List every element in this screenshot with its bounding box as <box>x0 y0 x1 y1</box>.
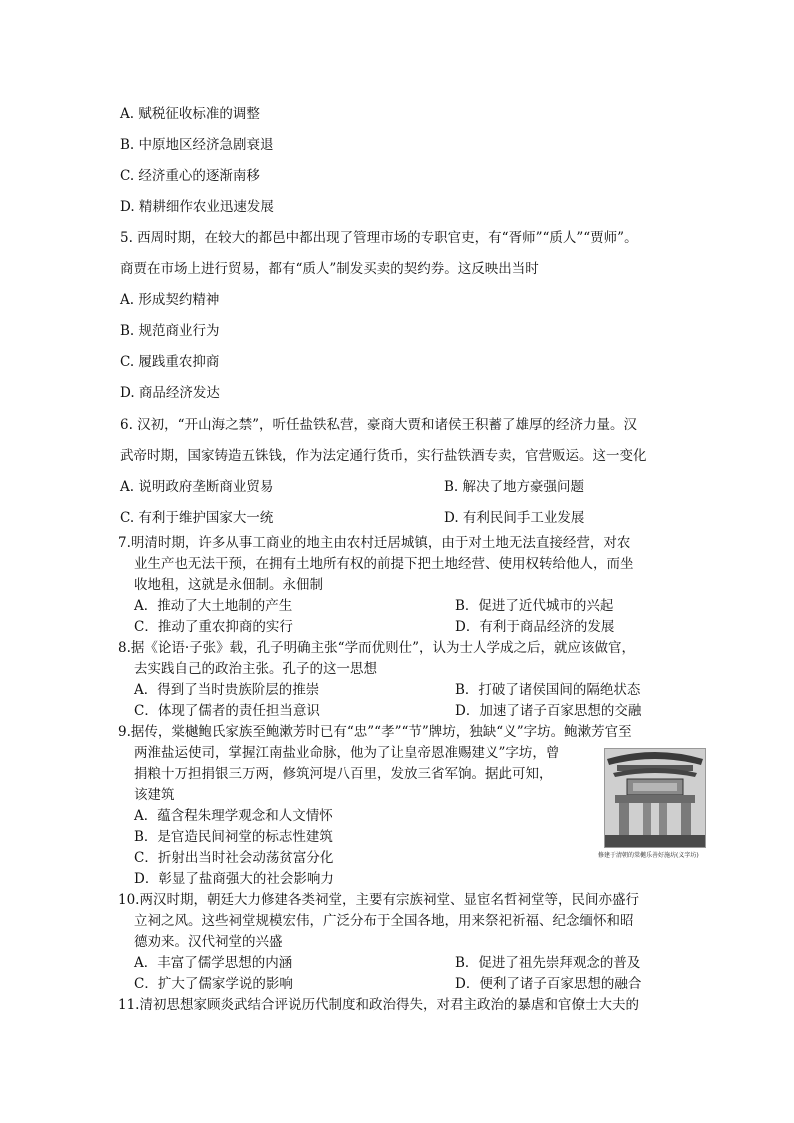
q8-stem-line1: 8.据《论语·子张》载，孔子明确主张“学而优则仕”，认为士人学成之后，就应该做官， <box>118 640 635 656</box>
q6-option-a: A. 说明政府垄断商业贸易 <box>120 479 274 495</box>
q9-stem-line3: 捐粮十万担捐银三万两，修筑河堤八百里，发放三省军饷。据此可知， <box>134 766 553 782</box>
q5-stem-line2: 商贾在市场上进行贸易，都有“质人”制发买卖的契约券。这反映出当时 <box>120 261 539 277</box>
q6-stem-line1: 6. 汉初，“开山海之禁”，听任盐铁私营，豪商大贾和诸侯王积蓄了雄厚的经济力量。汉 <box>120 417 637 433</box>
q4-option-b: B. 中原地区经济急剧衰退 <box>120 137 274 153</box>
q9-option-d: D．彰显了盐商强大的社会影响力 <box>134 871 334 887</box>
q9-stem-line4: 该建筑 <box>134 787 175 803</box>
q11-stem-line1: 11.清初思想家顾炎武结合评说历代制度和政治得失，对君主政治的暴虐和官僚士大夫的 <box>118 997 639 1013</box>
q7-option-d: D．有利于商品经济的发展 <box>455 619 615 635</box>
q4-option-c: C. 经济重心的逐渐南移 <box>120 168 260 184</box>
archway-illustration <box>605 749 705 847</box>
q8-option-c: C．体现了儒者的责任担当意识 <box>134 703 320 719</box>
q10-option-a: A．丰富了儒学思想的内涵 <box>134 955 293 971</box>
q9-stem-line1: 9.据传，棠樾鲍氏家族至鲍漱芳时已有“忠”“孝”“节”牌坊，独缺“义”字坊。鲍漱芳官至 <box>118 724 632 740</box>
q10-stem-line1: 10.两汉时期，朝廷大力修建各类祠堂，主要有宗族祠堂、显宦名哲祠堂等，民间亦盛行 <box>118 892 639 908</box>
archway-photo <box>604 748 706 848</box>
q4-option-a: A. 赋税征收标准的调整 <box>120 106 260 122</box>
q8-option-d: D．加速了诸子百家思想的交融 <box>455 703 642 719</box>
q9-option-b: B．是官造民间祠堂的标志性建筑 <box>134 829 333 845</box>
q7-stem-line3: 收地租，这就是永佃制。永佃制 <box>134 577 323 593</box>
q5-option-d: D. 商品经济发达 <box>120 385 220 401</box>
q7-stem-line2: 业生产也无法干预，在拥有土地所有权的前提下把土地经营、使用权转给他人，而坐 <box>134 556 634 572</box>
q7-stem-line1: 7.明清时期，许多从事工商业的地主由农村迁居城镇，由于对土地无法直接经营，对农 <box>118 535 631 551</box>
q9-stem-line2: 两淮盐运使司，掌握江南盐业命脉，他为了让皇帝恩准赐建义”字坊，曾 <box>134 745 560 761</box>
q10-option-c: C．扩大了儒家学说的影响 <box>134 976 293 992</box>
q6-stem-line2: 武帝时期，国家铸造五铢钱，作为法定通行货币，实行盐铁酒专卖，官营贩运。这一变化 <box>120 448 647 464</box>
q6-option-d: D. 有利民间手工业发展 <box>444 510 585 526</box>
q7-option-b: B．促进了近代城市的兴起 <box>455 598 614 614</box>
q8-option-a: A．得到了当时贵族阶层的推崇 <box>134 682 320 698</box>
q5-stem-line1: 5. 西周时期，在较大的都邑中都出现了管理市场的专职官吏，有“胥师”“质人”“贾师”。 <box>120 230 638 246</box>
q8-option-b: B．打破了诸侯国间的隔绝状态 <box>455 682 641 698</box>
q6-option-c: C. 有利于维护国家大一统 <box>120 510 274 526</box>
q6-option-b: B. 解决了地方豪强问题 <box>444 479 585 495</box>
q9-option-c: C．折射出当时社会动荡贫富分化 <box>134 850 334 866</box>
q8-stem-line2: 去实践自己的政治主张。孔子的这一思想 <box>134 661 377 677</box>
q9-image-caption: 修建于清朝的棠樾乐善好施坊(义字坊) <box>598 852 699 859</box>
q7-option-c: C．推动了重农抑商的实行 <box>134 619 293 635</box>
q4-option-d: D. 精耕细作农业迅速发展 <box>120 199 274 215</box>
q10-stem-line2: 立祠之风。这些祠堂规模宏伟，广泛分布于全国各地，用来祭祀祈福、纪念缅怀和昭 <box>134 913 634 929</box>
q5-option-c: C. 履践重农抑商 <box>120 354 220 370</box>
q7-option-a: A．推动了大土地制的产生 <box>134 598 293 614</box>
q10-option-b: B．促进了祖先崇拜观念的普及 <box>455 955 641 971</box>
q5-option-a: A. 形成契约精神 <box>120 292 220 308</box>
q10-stem-line3: 德劝来。汉代祠堂的兴盛 <box>134 934 283 950</box>
q10-option-d: D．便利了诸子百家思想的融合 <box>455 976 642 992</box>
q5-option-b: B. 规范商业行为 <box>120 323 220 339</box>
q9-option-a: A．蕴含程朱理学观念和人文情怀 <box>134 808 333 824</box>
